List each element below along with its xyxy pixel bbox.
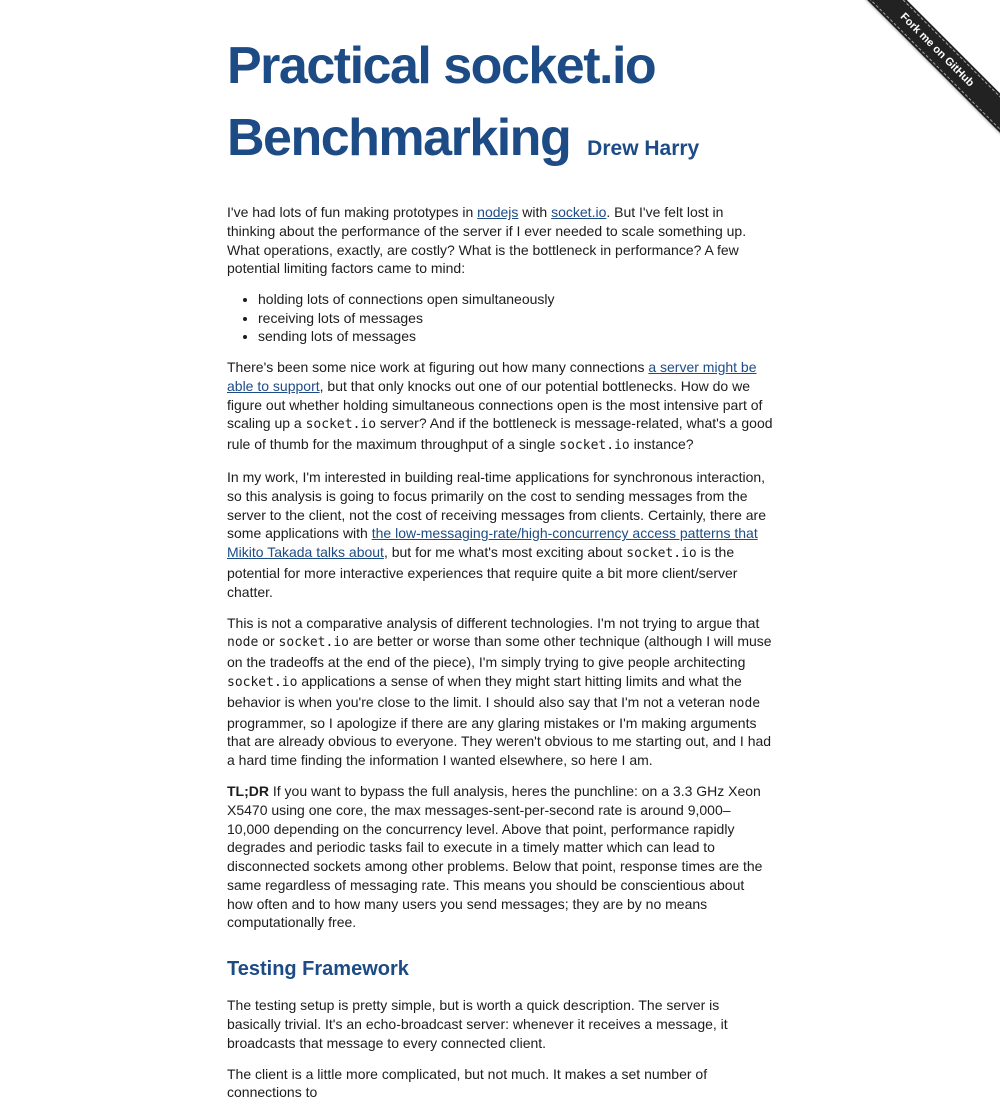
title-line-2: Benchmarking [227, 109, 571, 167]
tldr-label: TL;DR [227, 782, 269, 799]
inline-code: node [728, 695, 761, 711]
p4-text-5: programmer, so I apologize if there are any glaring mistakes or I'm making arguments that are already obvious to everyone. They weren't obvious to me starting out, and I had a hard time finding the information I wanted elsewhere, so here I am. [227, 714, 772, 769]
fork-me-on-github-ribbon[interactable]: Fork me on GitHub [850, 0, 1000, 140]
inline-code: node [227, 635, 259, 651]
tldr-paragraph [227, 782, 773, 932]
author-name: Drew Harry [587, 137, 700, 160]
p2-text-1: There's been some nice work at figuring out how many connections [227, 358, 649, 375]
focus-paragraph [227, 468, 773, 602]
inline-code: socket.io [278, 635, 349, 651]
p4-text-3: are better or worse than some other technique (although I will muse on the tradeoffs at the end of the piece), I'm simply trying to give people architecting [227, 633, 772, 671]
testing-setup-paragraph: The testing setup is pretty simple, but is worth a quick description. The server is basically trivial. It's an echo-broadcast server: whenever it receives a message, it broadcasts that message to every connected client. [227, 997, 728, 1051]
p2-text-2: , but that only knocks out one of our potential bottlenecks. How do we figure out whether holding simultaneous connections open is the most intensive part of scaling up a [227, 377, 763, 432]
disclaimer-paragraph [227, 614, 773, 770]
limiting-factors-list [227, 290, 773, 346]
inline-code: socket.io [626, 546, 697, 562]
p4-text-2: or [258, 633, 279, 650]
list-item: • sending lots of messages [258, 327, 773, 346]
p3-text-3: is the potential for more interactive experiences that require quite a bit more client/server chatter. [227, 544, 738, 600]
nodejs-link[interactable]: nodejs [477, 204, 519, 220]
page-title [227, 30, 773, 185]
mikito-takada-link[interactable]: the low-messaging-rate/high-concurrency access patterns that Mikito Takada talks about [227, 525, 758, 561]
title-line-1: Practical socket.io [227, 37, 656, 95]
client-paragraph: The client is a little more complicated, but not much. It makes a set number of connections to [227, 1065, 708, 1101]
intro-text-3: . But I've felt lost in thinking about the performance of the server if I ever needed to scale something up. What operations, exactly, are costly? What is the bottleneck in performance? A few potential limiting factors came to mind: [227, 204, 747, 277]
tldr-text: If you want to bypass the full analysis, heres the punchline: on a 3.3 GHz Xeon X5470 using one core, the max messages-sent-per-second rate is around 9,000–10,000 depending on the concurrency level. Above that point, performance rapidly degrades and periodic tasks fail to execute in a timely matter which can lead to disconnected sockets among other problems. Below that point, response times are the same regardless of messaging rate. This means you should be conscientious about how often and to how many users you send messages; they are by no means computationally free. [227, 782, 763, 931]
p4-text-1: This is not a comparative analysis of different technologies. I'm not trying to argue that [227, 614, 760, 631]
section-heading-testing-framework: Testing Framework [227, 958, 409, 981]
p2-text-3: server? And if the bottleneck is message-related, what's a good rule of thumb for the maximum throughput of a single [227, 415, 773, 453]
list-item: • receiving lots of messages [258, 309, 773, 328]
github-ribbon-container [850, 0, 1000, 150]
intro-text-2: with [518, 204, 552, 220]
p3-text-2: , but for me what's most exciting about [383, 544, 627, 561]
p3-text-1: In my work, I'm interested in building real-time applications for synchronous interaction, so this analysis is going to focus primarily on the cost to sending messages from the server to the client, not the cost of receiving messages from clients. Certainly, there are some applications with [227, 468, 766, 542]
p2-text-4: instance? [629, 436, 694, 453]
intro-text-1: I've had lots of fun making prototypes in [227, 204, 478, 220]
p4-text-4: applications a sense of when they might start hitting limits and what the behavior is when you're close to the limit. I should also say that I'm not a veteran [227, 672, 742, 710]
server-support-link[interactable]: a server might be able to support [227, 358, 757, 394]
list-item: • holding lots of connections open simultaneously [258, 290, 773, 309]
connections-paragraph [227, 358, 773, 456]
inline-code: socket.io [305, 417, 377, 433]
socketio-link[interactable]: socket.io [551, 204, 607, 220]
inline-code: socket.io [227, 674, 298, 690]
inline-code: socket.io [559, 438, 630, 454]
intro-paragraph [227, 203, 773, 278]
article [227, 30, 773, 1114]
